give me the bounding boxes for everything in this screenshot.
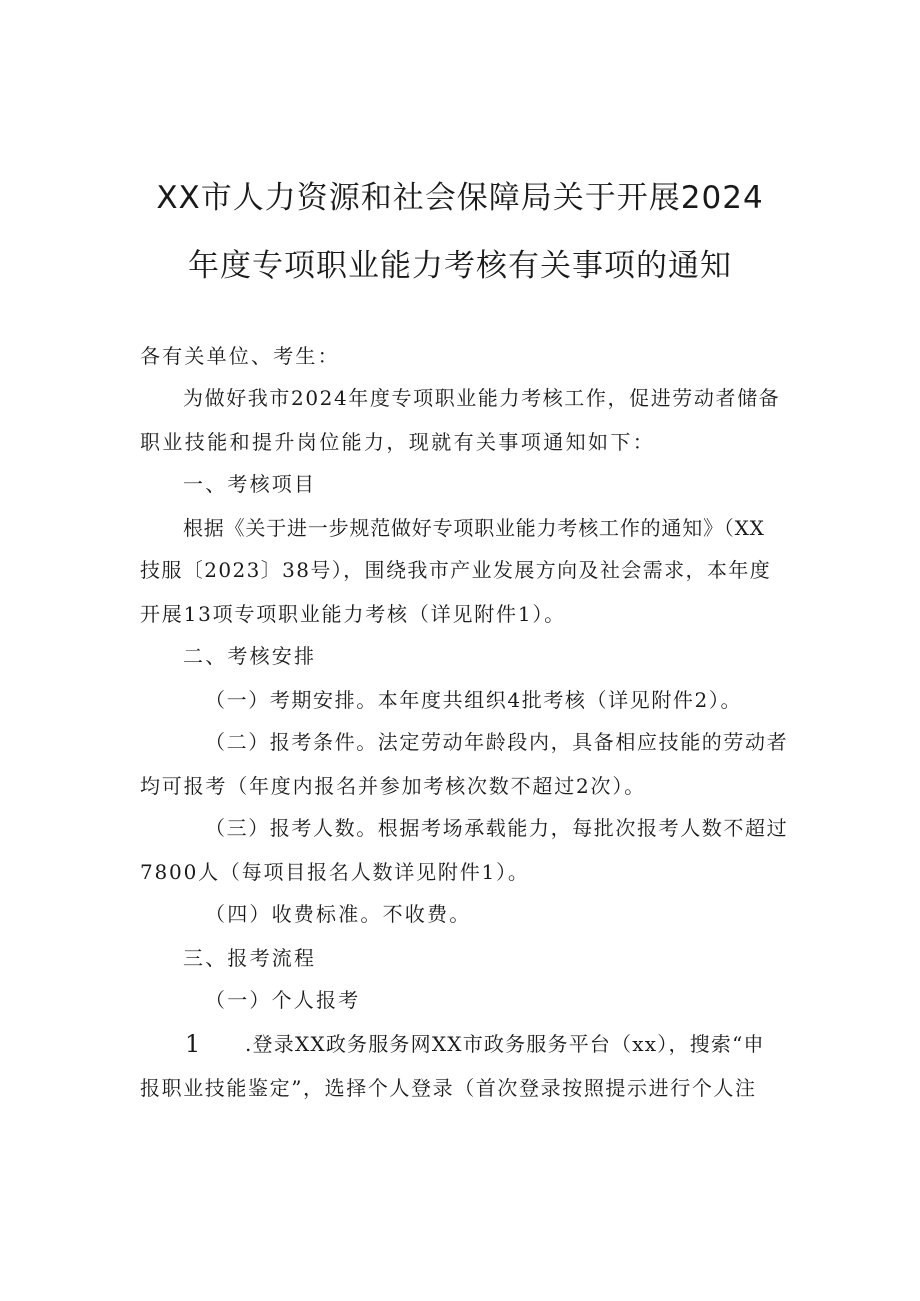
- section-2-item-2-line-1: （二）报考条件。法定劳动年龄段内，具备相应技能的劳动者: [205, 730, 789, 754]
- section-3-subheading-1: （一）个人报考: [205, 988, 361, 1012]
- section-1-heading: 一、考核项目: [183, 472, 317, 496]
- section-2-item-4: （四）收费标准。不收费。: [205, 902, 472, 926]
- step-1-line-2: 报职业技能鉴定”，选择个人登录（首次登录按照提示进行个人注: [140, 1076, 757, 1100]
- salutation: 各有关单位、考生：: [140, 344, 340, 368]
- section-2-item-3-line-2: 7800人（每项目报名人数详见附件1）。: [140, 860, 530, 884]
- step-1-number: 1: [185, 1030, 201, 1058]
- section-2-heading: 二、考核安排: [183, 644, 317, 668]
- section-1-paragraph-line-1: 根据《关于进一步规范做好专项职业能力考核工作的通知》（XX: [183, 516, 765, 540]
- step-1-line-1: .登录XX政务服务网XX市政务服务平台（xx），搜索“申: [245, 1032, 765, 1056]
- section-1-paragraph-line-2: 技服〔2023〕38号），围绕我市产业发展方向及社会需求，本年度: [140, 558, 772, 582]
- intro-line-2: 职业技能和提升岗位能力，现就有关事项通知如下：: [140, 430, 656, 454]
- section-2-item-1: （一）考期安排。本年度共组织4批考核（详见附件2）。: [205, 688, 743, 712]
- document-title-line-2: 年度专项职业能力考核有关事项的通知: [188, 248, 732, 284]
- section-1-paragraph-line-3: 开展13项专项职业能力考核（详见附件1）。: [140, 602, 566, 626]
- intro-line-1: 为做好我市2024年度专项职业能力考核工作，促进劳动者储备: [183, 386, 781, 410]
- section-2-item-2-line-2: 均可报考（年度内报名并参加考核次数不超过2次）。: [140, 774, 646, 798]
- document-title-line-1: XX市人力资源和社会保障局关于开展2024: [156, 180, 764, 216]
- section-3-heading: 三、报考流程: [183, 946, 317, 970]
- section-2-item-3-line-1: （三）报考人数。根据考场承载能力，每批次报考人数不超过: [205, 816, 789, 840]
